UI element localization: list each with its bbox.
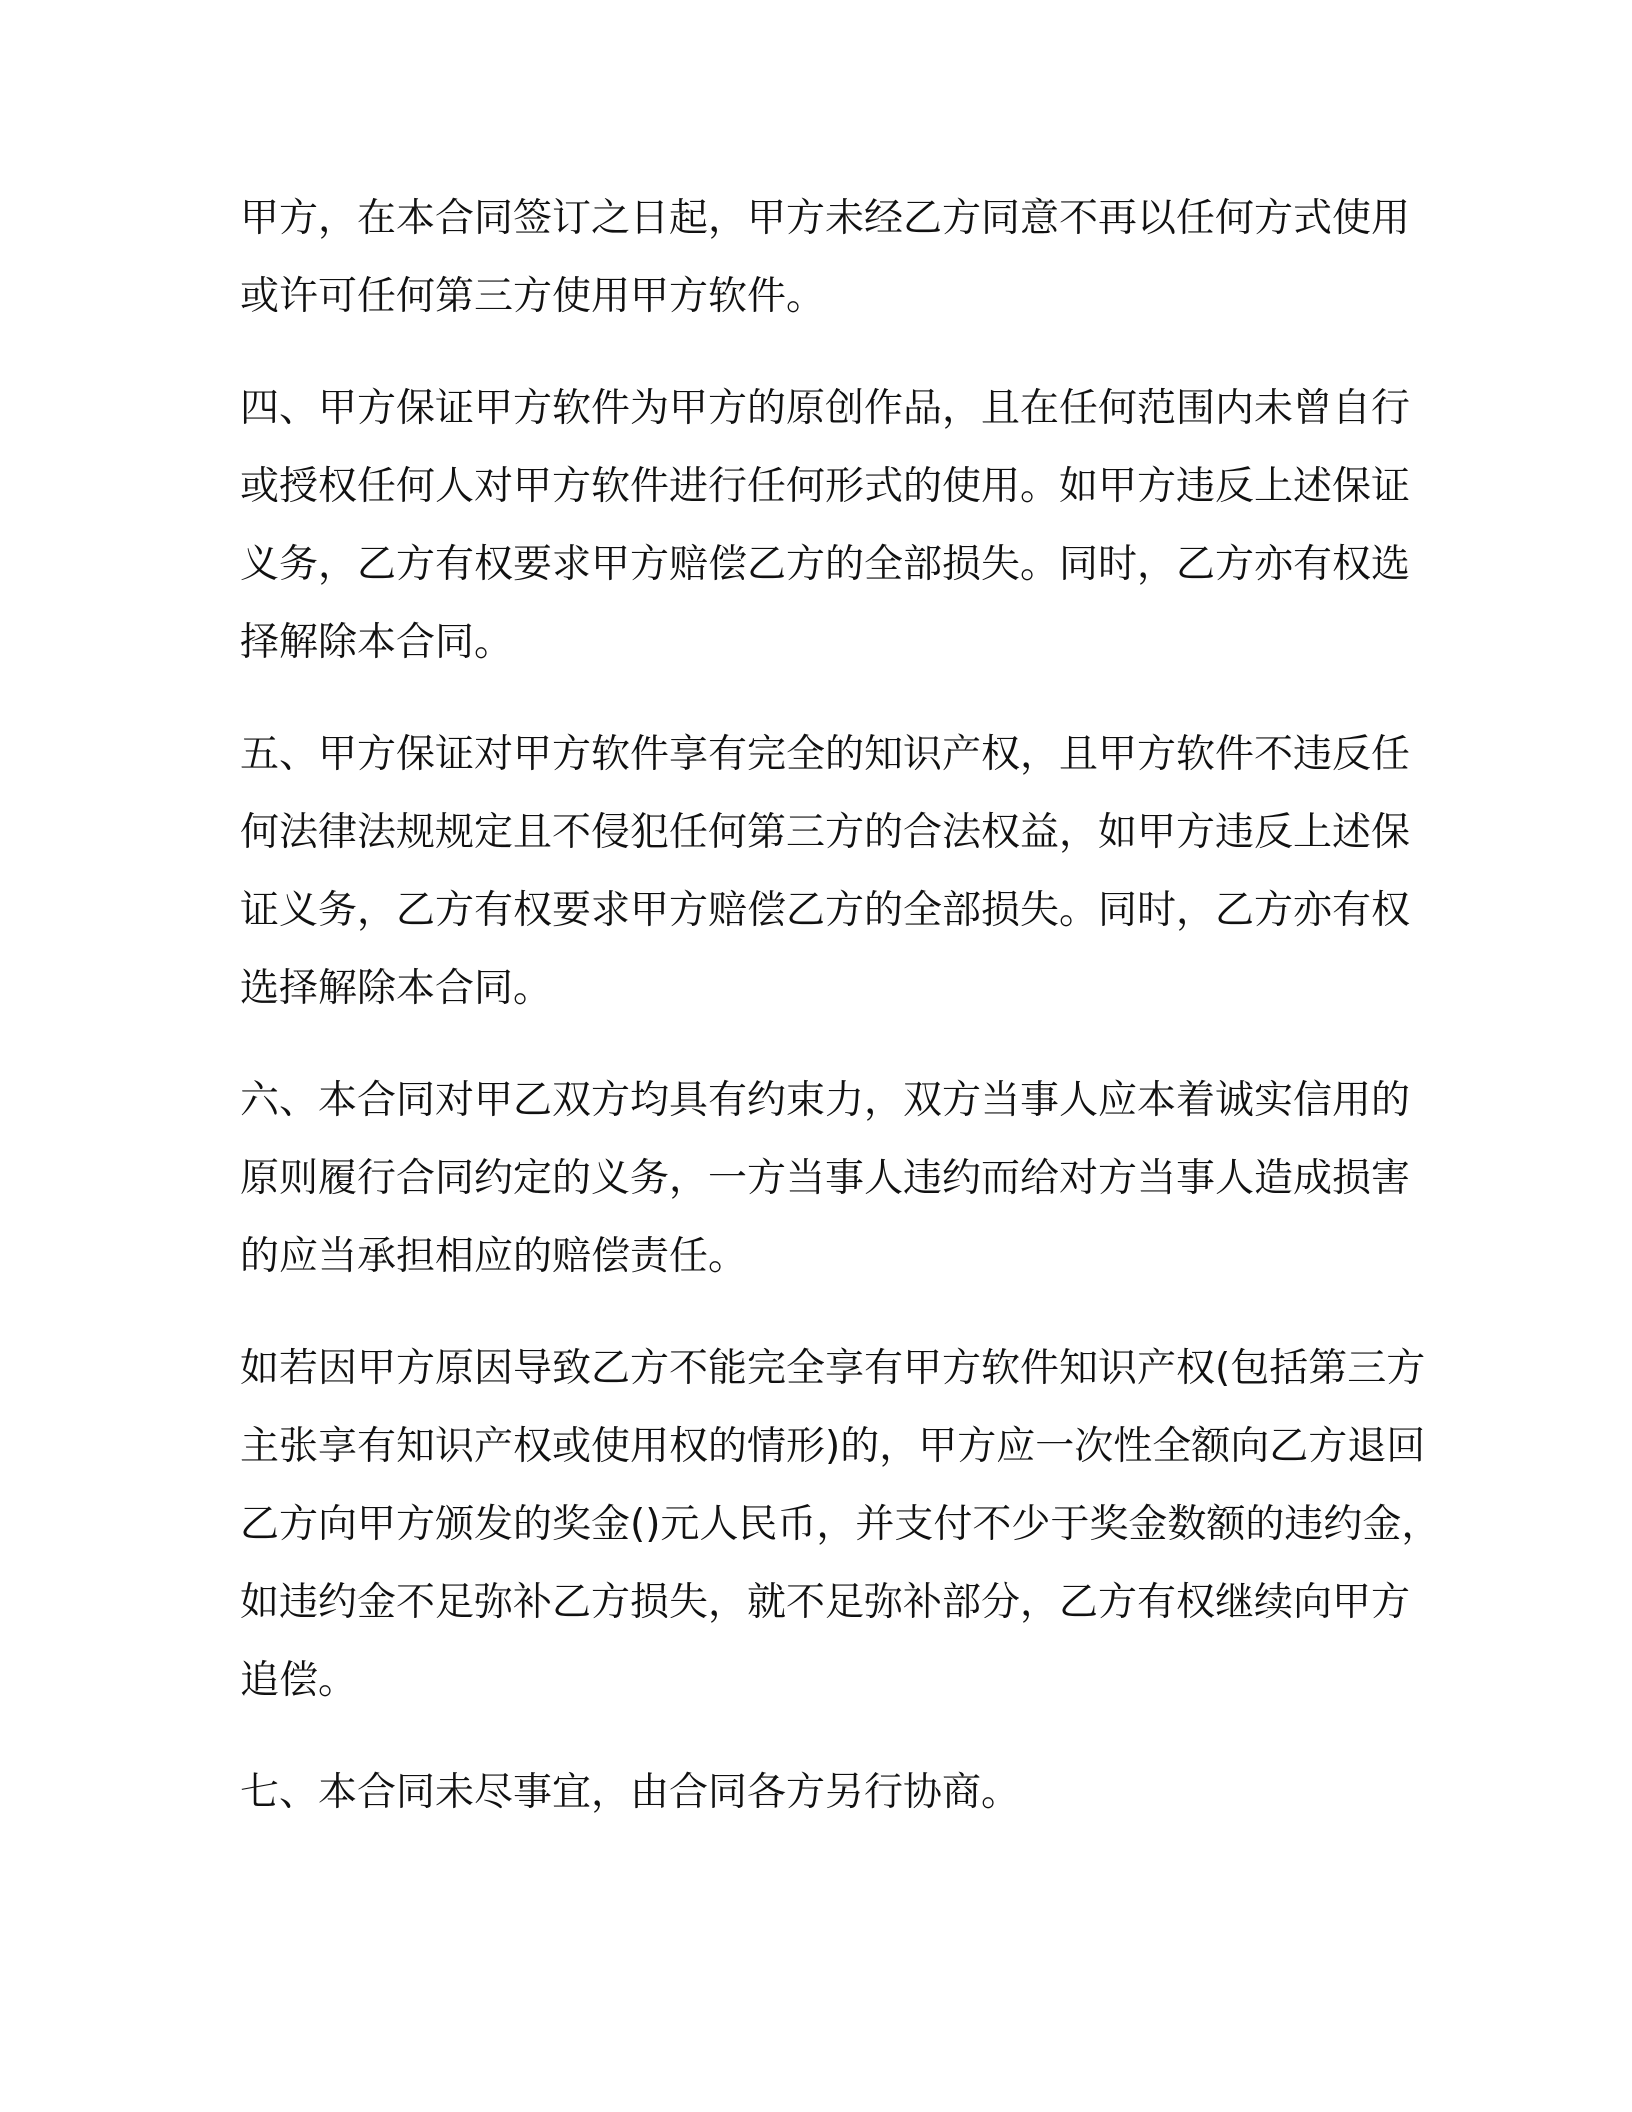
text-line: 择解除本合同。 [240, 620, 514, 665]
text-line: 甲方，在本合同签订之日起，甲方未经乙方同意不再以任何方式使用 [240, 196, 1411, 241]
text-line: 五、甲方保证对甲方软件享有完全的知识产权，且甲方软件不违反任 [240, 732, 1411, 777]
text-line: 何法律法规规定且不侵犯任何第三方的合法权益，如甲方违反上述保 [240, 810, 1411, 855]
text-line: 四、甲方保证甲方软件为甲方的原创作品，且在任何范围内未曾自行 [240, 386, 1411, 431]
text-line: 或许可任何第三方使用甲方软件。 [240, 274, 826, 319]
paragraph-clause-5 [240, 716, 1411, 1028]
text-line: 证义务，乙方有权要求甲方赔偿乙方的全部损失。同时，乙方亦有权 [240, 888, 1411, 933]
text-line: 如若因甲方原因导致乙方不能完全享有甲方软件知识产权(包括第三方 [240, 1346, 1426, 1391]
paragraph-clause-4 [240, 370, 1411, 682]
paragraph-clause-6 [240, 1062, 1411, 1296]
text-line: 义务，乙方有权要求甲方赔偿乙方的全部损失。同时，乙方亦有权选 [240, 542, 1411, 587]
paragraph-continuation [240, 180, 1411, 336]
text-line: 七、本合同未尽事宜，由合同各方另行协商。 [240, 1770, 1021, 1815]
text-line: 乙方向甲方颁发的奖金()元人民币，并支付不少于奖金数额的违约金， [240, 1502, 1441, 1547]
text-line: 原则履行合同约定的义务，一方当事人违约而给对方当事人造成损害 [240, 1156, 1411, 1201]
paragraph-clause-7 [240, 1754, 1370, 1832]
text-line: 或授权任何人对甲方软件进行任何形式的使用。如甲方违反上述保证 [240, 464, 1411, 509]
text-line: 主张享有知识产权或使用权的情形)的，甲方应一次性全额向乙方退回 [240, 1424, 1426, 1469]
text-line: 如违约金不足弥补乙方损失，就不足弥补部分，乙方有权继续向甲方 [240, 1580, 1411, 1625]
text-line: 选择解除本合同。 [240, 966, 553, 1011]
paragraph-breach [240, 1330, 1441, 1720]
text-line: 的应当承担相应的赔偿责任。 [240, 1234, 748, 1279]
text-line: 追偿。 [240, 1658, 358, 1703]
document-body [240, 180, 1441, 1866]
text-line: 六、本合同对甲乙双方均具有约束力，双方当事人应本着诚实信用的 [240, 1078, 1411, 1123]
